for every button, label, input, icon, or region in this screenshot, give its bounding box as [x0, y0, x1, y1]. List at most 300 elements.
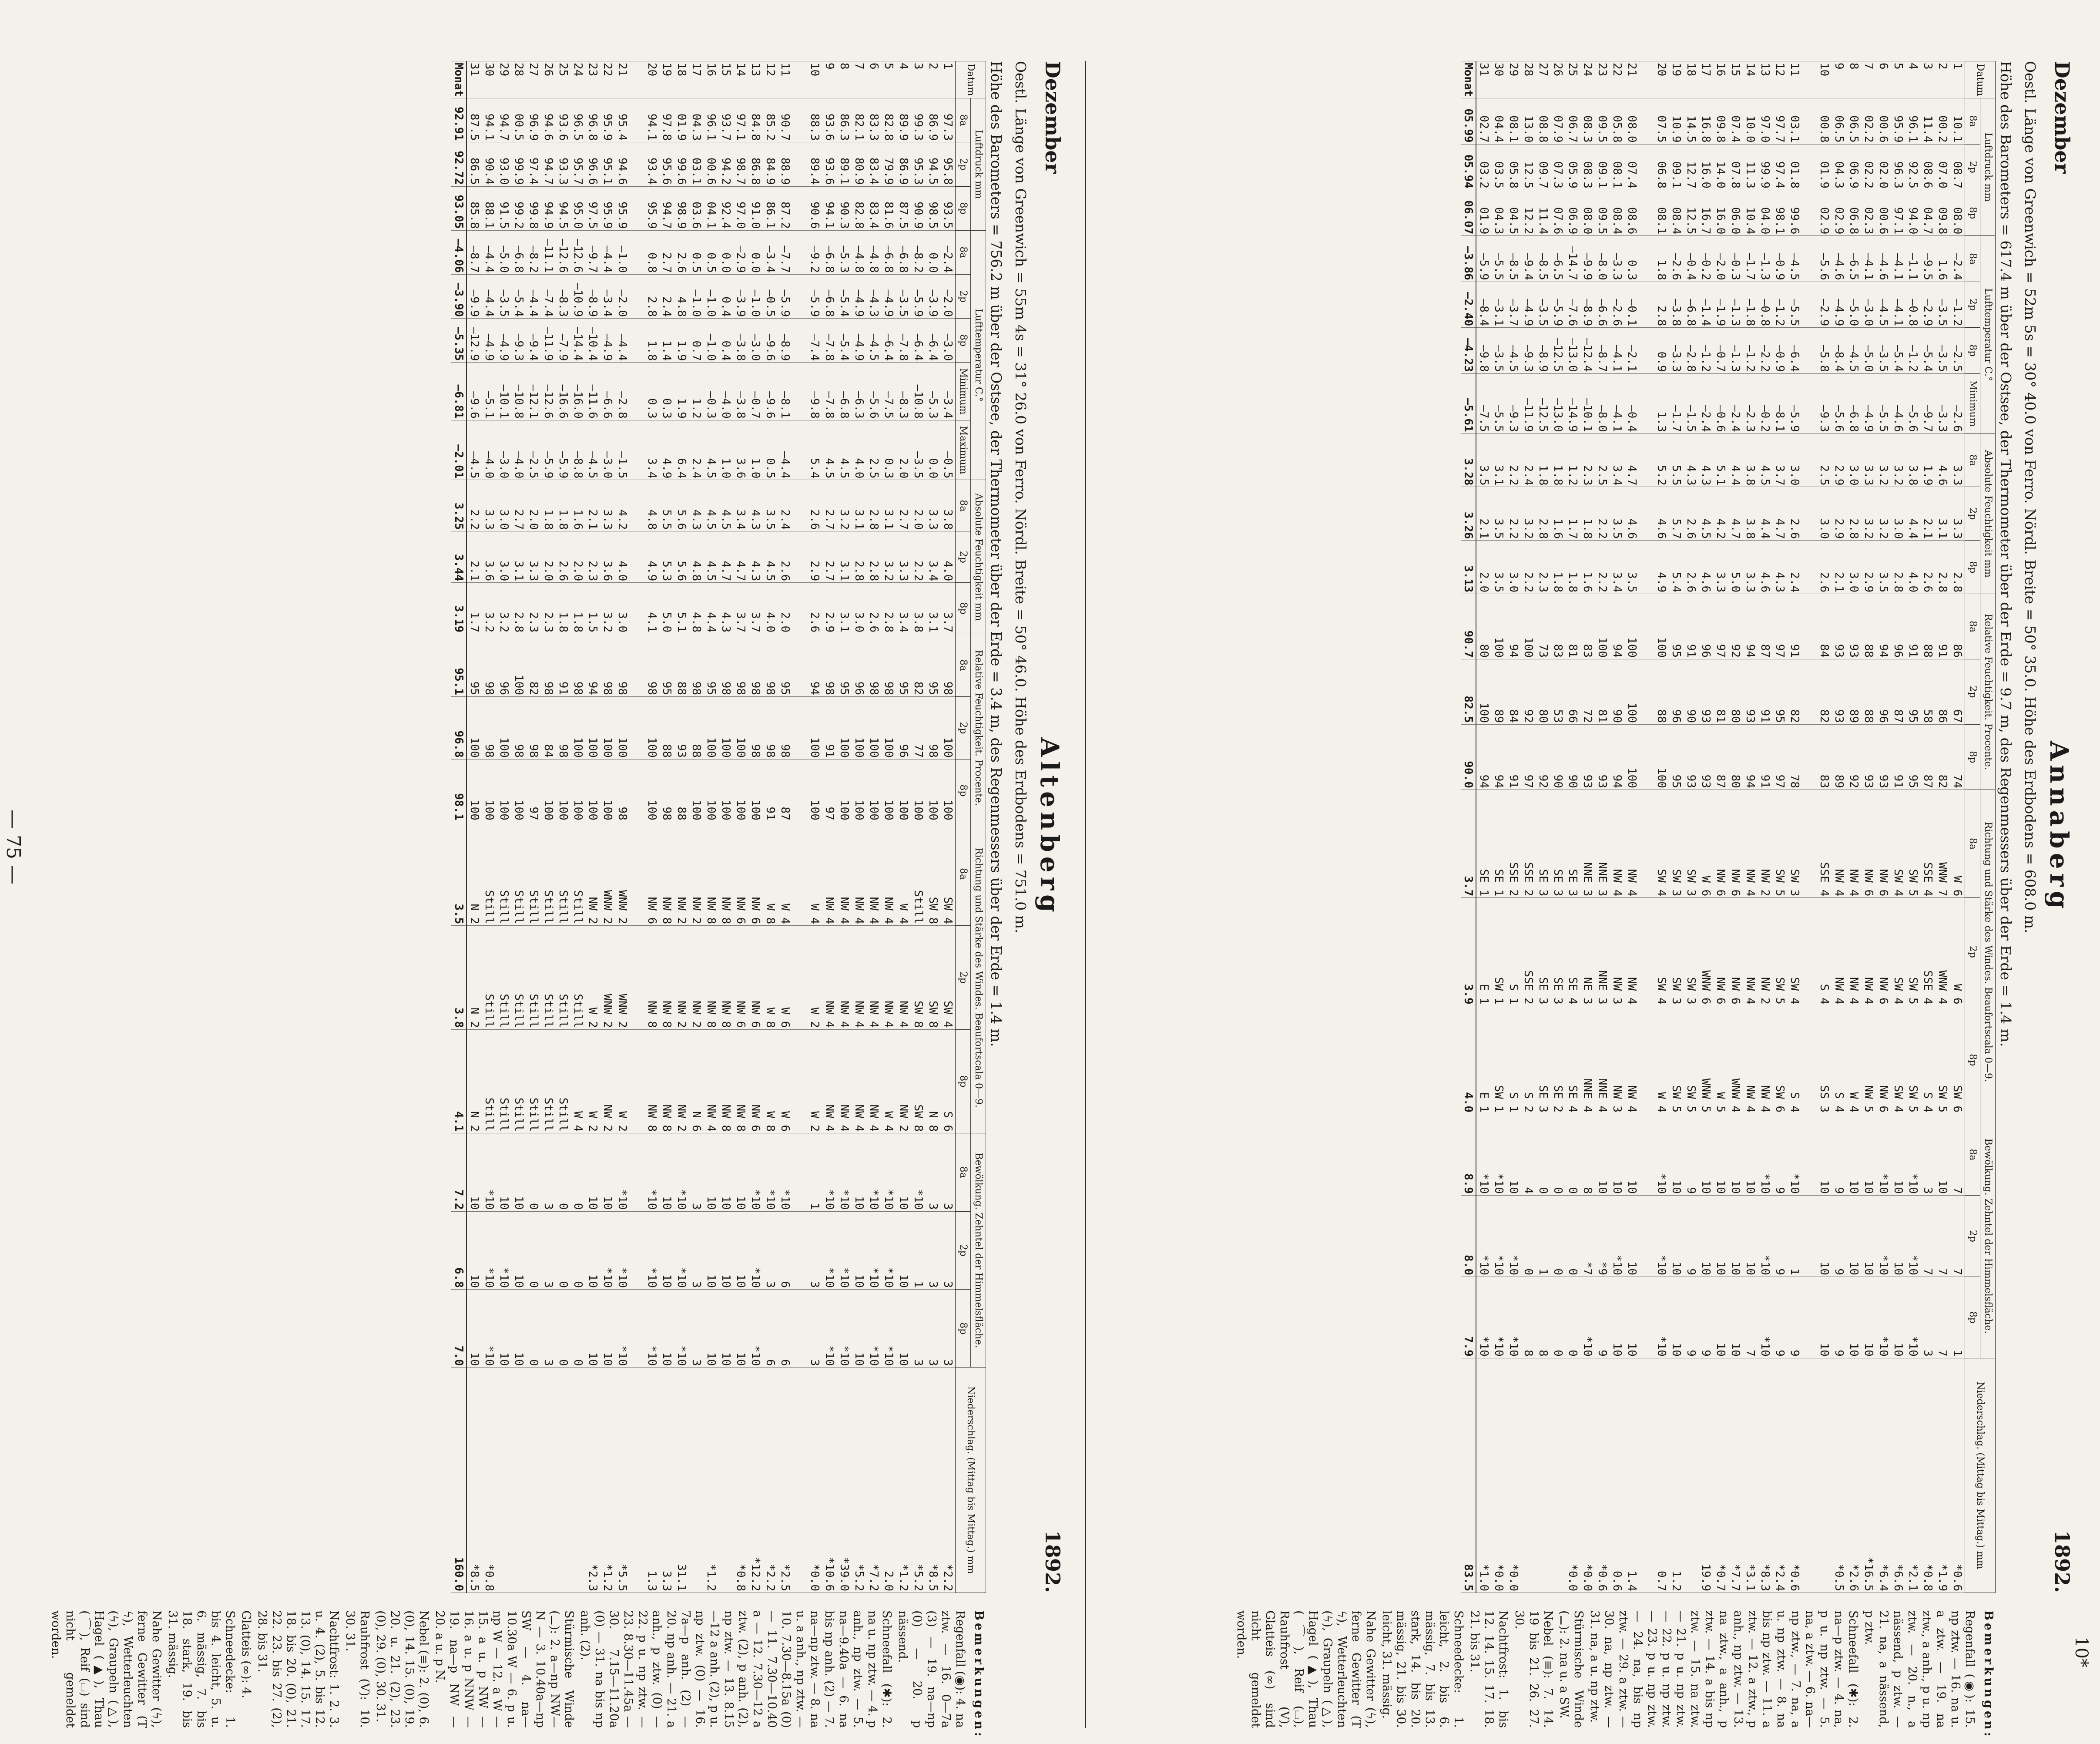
value-cell: *10	[1476, 1114, 1491, 1196]
value-cell: *5.2	[911, 1368, 926, 1593]
remark: Stürmische Winde (⚊): 2. a—np NW—N — 3. 10.40a—np SW — 4. na—10.30a W — 6. p u. np W — 12. a W — 15. a u. p NW — 16. a u. p NNW — 19. na—p NW — 20. a u. p N.	[433, 1610, 576, 1728]
value-cell: 8	[1580, 1114, 1595, 1196]
value-cell: 2.6	[866, 583, 881, 634]
value-cell: 95.9	[600, 186, 615, 230]
value-cell: —4.5	[585, 420, 600, 480]
value-cell: 00.6	[1876, 190, 1891, 236]
value-cell: Still	[541, 822, 556, 925]
value-cell: 95	[837, 634, 852, 697]
value-cell: 8	[1521, 1277, 1536, 1358]
value-cell: 10	[704, 1211, 718, 1289]
value-cell: 95.7	[570, 142, 585, 186]
value-cell: 12.7	[1684, 144, 1698, 190]
summary-cell: 8.9	[1461, 1114, 1476, 1196]
value-cell	[1639, 1358, 1654, 1593]
day-cell: 19	[659, 61, 674, 98]
value-cell: —4.6	[1876, 236, 1891, 282]
value-cell: —11.9	[1521, 373, 1536, 433]
value-cell: —4.6	[1891, 373, 1905, 433]
value-cell: 10	[1698, 1114, 1713, 1196]
value-cell: 94.9	[541, 186, 556, 230]
value-cell: 95.9	[615, 186, 630, 230]
value-cell: *10	[1876, 1195, 1891, 1277]
value-cell: 95	[1905, 659, 1920, 725]
value-cell: 94.5	[926, 142, 940, 186]
value-cell: 2.0	[778, 583, 792, 634]
value-cell: 06.8	[1654, 144, 1669, 190]
value-cell: SW 3	[1684, 790, 1698, 897]
value-cell: 1.4	[659, 319, 674, 363]
value-cell: —3.7	[1506, 282, 1521, 327]
value-cell: 10.0	[1743, 98, 1758, 144]
value-cell: *10	[1654, 1277, 1669, 1358]
value-cell: —9.6	[763, 319, 778, 363]
value-cell	[630, 926, 644, 1029]
value-cell: W 8	[763, 926, 778, 1029]
value-cell: 100	[556, 759, 570, 822]
value-cell	[1639, 373, 1654, 433]
value-cell: 88	[659, 697, 674, 759]
value-cell: 98	[644, 634, 659, 697]
value-cell: 4.9	[1654, 541, 1669, 594]
value-cell: 0	[1565, 1277, 1580, 1358]
value-cell: 3	[541, 1133, 556, 1211]
value-cell: —1.7	[1743, 236, 1758, 282]
value-cell: 100	[1624, 724, 1639, 790]
col-temp: Lufttemperatur C.°	[971, 230, 986, 480]
value-cell: *0.7	[1713, 1358, 1728, 1593]
value-cell	[1802, 541, 1817, 594]
value-cell: 95	[778, 634, 792, 697]
value-cell: NW 8	[718, 822, 733, 925]
value-cell: NW 3	[1610, 1006, 1624, 1114]
value-cell: —2.8	[1684, 328, 1698, 373]
value-cell: NW 8	[733, 1029, 748, 1133]
value-cell: SE 4	[1565, 898, 1580, 1006]
value-cell: 98	[926, 697, 940, 759]
value-cell: 83.3	[866, 98, 881, 142]
value-cell: 95	[1772, 659, 1787, 725]
value-cell: 82	[526, 634, 541, 697]
value-cell: 91.0	[748, 186, 763, 230]
value-cell: 93.6	[822, 98, 837, 142]
value-cell: 1.0	[718, 420, 733, 480]
value-cell: —1.0	[704, 274, 718, 318]
value-cell: 09.8	[1713, 98, 1728, 144]
value-cell: 96	[1698, 594, 1713, 659]
value-cell: —5.9	[1476, 236, 1491, 282]
value-cell: SSE 4	[1920, 790, 1935, 897]
value-cell: 9	[1684, 1195, 1698, 1277]
value-cell: 3.8	[911, 583, 926, 634]
value-cell: 4.3	[1684, 433, 1698, 487]
summary-label: Monat	[451, 61, 466, 98]
value-cell: 0.5	[689, 230, 704, 274]
value-cell: —6.3	[852, 363, 866, 420]
value-cell: 96	[1876, 659, 1891, 725]
value-cell: 1.2	[1565, 433, 1580, 487]
value-cell: —11.6	[585, 363, 600, 420]
value-cell: NW 2	[689, 822, 704, 925]
value-cell: —3.0	[748, 319, 763, 363]
value-cell: —5.3	[837, 230, 852, 274]
value-cell: —4.9	[881, 274, 896, 318]
value-cell: —4.1	[1891, 236, 1905, 282]
value-cell: 10	[466, 1133, 482, 1211]
value-cell: E 1	[1476, 898, 1491, 1006]
value-cell: W 2	[615, 1029, 630, 1133]
value-cell: 9	[1684, 1114, 1698, 1196]
value-cell: —4.5	[866, 319, 881, 363]
value-cell: 3	[541, 1211, 556, 1289]
value-cell: 5.4	[807, 420, 822, 480]
value-cell: —4.1	[1861, 236, 1876, 282]
value-cell: —12.6	[541, 363, 556, 420]
value-cell: 3.1	[926, 583, 940, 634]
value-cell: —9.3	[511, 319, 526, 363]
value-cell: 90.6	[807, 186, 822, 230]
value-cell: W 6	[778, 926, 792, 1029]
value-cell: SE 3	[1550, 790, 1565, 897]
value-cell: 98	[881, 634, 896, 697]
value-cell: 3.3	[482, 480, 496, 531]
value-cell: 2.6	[1684, 487, 1698, 541]
sub-8p: 8p	[956, 1290, 971, 1368]
value-cell: 99.9	[1758, 144, 1772, 190]
value-cell: —5.4	[1920, 328, 1935, 373]
value-cell	[1802, 328, 1817, 373]
value-cell: 0.0	[748, 230, 763, 274]
value-cell: 0	[526, 1211, 541, 1289]
value-cell: 2.6	[807, 583, 822, 634]
col-abs: Absolute Feuchtigkeit mm	[971, 480, 986, 634]
value-cell: —4.9	[600, 319, 615, 363]
value-cell: NW 8	[704, 926, 718, 1029]
value-cell: 3.0	[1846, 541, 1861, 594]
value-cell: *10	[644, 1211, 659, 1289]
value-cell: 10	[1624, 1114, 1639, 1196]
table-row	[1935, 61, 1950, 1593]
value-cell: 84.9	[763, 142, 778, 186]
value-cell: Still	[541, 1029, 556, 1133]
value-cell: 1	[911, 1211, 926, 1289]
value-cell: *10	[1654, 1114, 1669, 1196]
value-cell: 2.0	[881, 1368, 896, 1593]
value-cell: 10	[1713, 1195, 1728, 1277]
value-cell: 2.3	[1580, 433, 1595, 487]
value-cell: 2.0	[541, 531, 556, 583]
summary-cell: 3.7	[1461, 790, 1476, 897]
value-cell: 96	[496, 634, 511, 697]
value-cell: —2.6	[1950, 373, 1965, 433]
value-cell: NW 6	[1728, 898, 1743, 1006]
day-cell: 24	[1580, 61, 1595, 98]
value-cell: 93	[1684, 724, 1698, 790]
day-cell: 21	[615, 61, 630, 98]
value-cell: —5.4	[1891, 328, 1905, 373]
value-cell: 2.0	[1476, 541, 1491, 594]
value-cell: —3.4	[940, 363, 956, 420]
value-cell: 88	[1861, 594, 1876, 659]
sub-8p: 8p	[1965, 190, 1980, 236]
value-cell: 89.1	[837, 142, 852, 186]
value-cell: 1	[1787, 1195, 1802, 1277]
value-cell: W 8	[763, 822, 778, 925]
value-cell: 95	[896, 634, 911, 697]
value-cell: S 4	[1920, 1006, 1935, 1114]
value-cell: 100	[718, 697, 733, 759]
value-cell: 3.1	[852, 480, 866, 531]
value-cell: 1.2	[1669, 1358, 1684, 1593]
day-cell: 24	[570, 61, 585, 98]
value-cell: 98	[556, 697, 570, 759]
value-cell: 04.3	[1491, 190, 1506, 236]
value-cell: 2.8	[1950, 541, 1965, 594]
value-cell: —7.4	[541, 274, 556, 318]
value-cell: *2.3	[585, 1368, 600, 1593]
day-cell: 9	[822, 61, 837, 98]
value-cell: 100	[482, 759, 496, 822]
value-cell	[630, 230, 644, 274]
value-cell: *6.4	[1876, 1358, 1891, 1593]
value-cell: 97	[1521, 724, 1536, 790]
day-cell: 16	[1713, 61, 1728, 98]
value-cell: 4.4	[704, 583, 718, 634]
value-cell: *7.2	[866, 1368, 881, 1593]
value-cell: 0.3	[881, 420, 896, 480]
value-cell	[630, 480, 644, 531]
value-cell: 4.6	[1624, 487, 1639, 541]
sub-2p: 2p	[1965, 487, 1980, 541]
value-cell: 98	[778, 697, 792, 759]
value-cell	[526, 1368, 541, 1593]
value-cell: 1.8	[1536, 433, 1550, 487]
value-cell: 1.8	[1565, 541, 1580, 594]
value-cell: 1.8	[1580, 487, 1595, 541]
altenberg-geo-line-1: Oestl. Länge von Greenwich = 55m 4s = 31° 26.0 von Ferro. Nördl. Breite = 50° 46.0. Höhe des Erdbodens = 751.0 m.	[1012, 61, 1029, 934]
value-cell: 05.9	[1565, 144, 1580, 190]
value-cell: 91	[1758, 724, 1772, 790]
value-cell: 2.7	[822, 531, 837, 583]
value-cell: *10	[644, 1290, 659, 1368]
value-cell: *0.8	[482, 1368, 496, 1593]
value-cell: —0.2	[1758, 373, 1772, 433]
value-cell: NW 4	[866, 822, 881, 925]
value-cell: 04.7	[1920, 190, 1935, 236]
value-cell: 92.4	[718, 186, 733, 230]
value-cell: *10	[482, 1211, 496, 1289]
value-cell: W 6	[1698, 790, 1713, 897]
value-cell: NW 4	[881, 926, 896, 1029]
value-cell	[496, 1368, 511, 1593]
value-cell: 80.9	[852, 142, 866, 186]
value-cell: 87	[1920, 724, 1935, 790]
value-cell: *10	[1758, 1195, 1772, 1277]
value-cell: 90.7	[778, 98, 792, 142]
day-cell: 28	[511, 61, 526, 98]
value-cell: 86.5	[466, 142, 482, 186]
value-cell: WNW 2	[600, 822, 615, 925]
table-row	[1758, 61, 1772, 1593]
value-cell: NW 2	[674, 926, 689, 1029]
value-cell	[1639, 98, 1654, 144]
value-cell: NW 2	[674, 822, 689, 925]
remark: Schneedecke: 1. bis 4. leicht, 5. u. 6. mässig, 7. bis 18. stark, 19. bis 31. mässig.	[166, 1610, 237, 1728]
value-cell: SW 5	[1772, 790, 1787, 897]
value-cell	[792, 274, 807, 318]
value-cell: 3	[926, 1133, 940, 1211]
table-row	[807, 61, 822, 1593]
sub-8a: 8a	[956, 1133, 971, 1211]
value-cell: 11.4	[1920, 98, 1935, 144]
value-cell: *10	[1580, 1277, 1595, 1358]
value-cell: SE 1	[1476, 790, 1491, 897]
value-cell: W 4	[807, 822, 822, 925]
value-cell: SSE 4	[1920, 898, 1935, 1006]
value-cell	[630, 319, 644, 363]
value-cell: *0.0	[1506, 1358, 1521, 1593]
value-cell: 89.4	[807, 142, 822, 186]
value-cell: —9.2	[807, 230, 822, 274]
value-cell: Still	[911, 822, 926, 925]
value-cell: *10	[600, 1211, 615, 1289]
value-cell	[630, 634, 644, 697]
day-cell: 5	[1891, 61, 1905, 98]
value-cell: —3.9	[733, 274, 748, 318]
value-cell: 0	[1521, 1195, 1536, 1277]
value-cell: *10	[866, 1290, 881, 1368]
value-cell: *0.0	[807, 1368, 822, 1593]
value-cell: 95	[659, 634, 674, 697]
value-cell	[1639, 487, 1654, 541]
value-cell: 82.8	[852, 186, 866, 230]
value-cell: 3	[940, 1133, 956, 1211]
value-cell: 08.6	[1920, 144, 1935, 190]
value-cell: SW 4	[940, 926, 956, 1029]
value-cell: 2.9	[1832, 433, 1846, 487]
day-cell: 20	[644, 61, 659, 98]
remark: Regenfall (◉): 15. np ztw. — 16. na u. a ztw. — 19. na ztw., a anh., p u. np ztw. — 20. n., a nässend, p ztw. — 21. na, a nässend, p ztw.	[1862, 1610, 1976, 1728]
value-cell: *2.6	[1846, 1358, 1861, 1593]
value-cell: WNW 6	[1698, 898, 1713, 1006]
table-row	[615, 61, 630, 1593]
day-cell: 11	[1787, 61, 1802, 98]
value-cell: —5.4	[837, 319, 852, 363]
value-cell: 3.8	[1743, 487, 1758, 541]
value-cell: NW 2	[585, 822, 600, 925]
value-cell: 88.9	[778, 142, 792, 186]
summary-cell: —3.90	[451, 274, 466, 318]
value-cell: 95.9	[1891, 98, 1905, 144]
value-cell: —1.8	[1743, 282, 1758, 327]
value-cell: 97.4	[526, 142, 541, 186]
table-row	[1713, 61, 1728, 1593]
value-cell: —1.2	[1905, 328, 1920, 373]
value-cell: 07.3	[1550, 144, 1565, 190]
value-cell: *10	[1491, 1195, 1506, 1277]
value-cell: 5.4	[1669, 541, 1684, 594]
value-cell: 07.0	[1935, 144, 1950, 190]
value-cell	[792, 98, 807, 142]
value-cell	[630, 274, 644, 318]
value-cell: *10	[748, 1290, 763, 1368]
remark: Rauhfrost (V): 10. 30. 31.	[343, 1610, 371, 1728]
value-cell: —4.6	[1832, 236, 1846, 282]
value-cell: 4.3	[718, 583, 733, 634]
day-cell: 15	[718, 61, 733, 98]
value-cell: 00.6	[1876, 98, 1891, 144]
value-cell: 07.4	[1624, 144, 1639, 190]
value-cell	[1639, 144, 1654, 190]
day-cell: 2	[1935, 61, 1950, 98]
day-cell: 14	[733, 61, 748, 98]
value-cell: 3.3	[926, 480, 940, 531]
value-cell: 7	[1950, 1195, 1965, 1277]
value-cell: 03.1	[1787, 98, 1802, 144]
value-cell: —7.5	[881, 363, 896, 420]
value-cell: 0.0	[926, 420, 940, 480]
value-cell: 14.5	[1684, 98, 1698, 144]
value-cell: 100	[570, 697, 585, 759]
value-cell	[1802, 898, 1817, 1006]
value-cell: *0.8	[733, 1368, 748, 1593]
value-cell: 2.8	[511, 583, 526, 634]
value-cell: —1.7	[1669, 373, 1684, 433]
value-cell: 2.2	[1595, 541, 1610, 594]
value-cell: 92	[1728, 594, 1743, 659]
value-cell: 10	[496, 1133, 511, 1211]
value-cell: 98	[482, 634, 496, 697]
value-cell: 10	[1861, 1114, 1876, 1196]
value-cell: NW 4	[896, 926, 911, 1029]
value-cell: 1.3	[644, 1368, 659, 1593]
value-cell: —1.2	[1950, 282, 1965, 327]
value-cell: —5.9	[807, 274, 822, 318]
value-cell: 100	[570, 759, 585, 822]
summary-cell: —4.23	[1461, 328, 1476, 373]
value-cell: 4	[1521, 1114, 1536, 1196]
day-cell: 17	[1698, 61, 1713, 98]
value-cell: 86.3	[837, 98, 852, 142]
value-cell: —6.8	[896, 230, 911, 274]
sub-2p: 2p	[956, 926, 971, 1029]
sub-8p: 8p	[1965, 328, 1980, 373]
value-cell: —0.2	[1698, 236, 1713, 282]
value-cell: —1.1	[1905, 236, 1920, 282]
day-cell	[792, 61, 807, 98]
value-cell: —6.8	[1684, 282, 1698, 327]
day-cell: 14	[1743, 61, 1758, 98]
value-cell: 6	[778, 1211, 792, 1289]
value-cell: 4.6	[1758, 541, 1772, 594]
value-cell: 10	[896, 1211, 911, 1289]
value-cell: NW 4	[1743, 1006, 1758, 1114]
summary-cell: 8.0	[1461, 1195, 1476, 1277]
table-row	[526, 61, 541, 1593]
value-cell: NW 6	[1713, 898, 1728, 1006]
value-cell: *0.6	[1787, 1358, 1802, 1593]
value-cell: 11.4	[1536, 190, 1550, 236]
value-cell: 82.1	[852, 98, 866, 142]
value-cell: 03.1	[689, 142, 704, 186]
value-cell: Still	[570, 926, 585, 1029]
value-cell: 93.4	[644, 142, 659, 186]
value-cell: 3	[940, 1290, 956, 1368]
summary-cell: 92.91	[451, 98, 466, 142]
table-row	[496, 61, 511, 1593]
value-cell: —4.8	[852, 230, 866, 274]
value-cell: —5.9	[1550, 282, 1565, 327]
